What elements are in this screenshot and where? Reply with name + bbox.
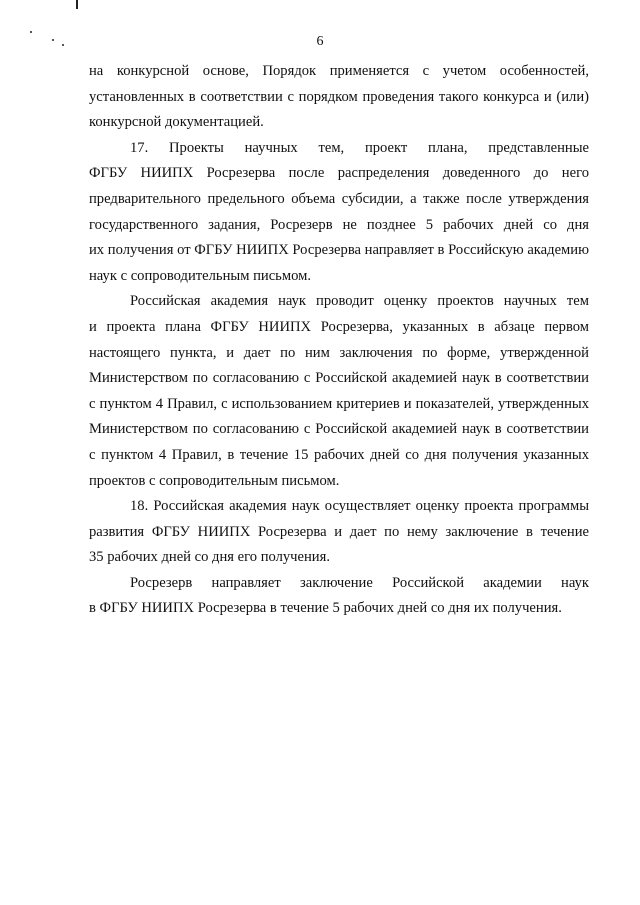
text-line: государственного задания, Росрезерв не позднее 5 рабочих дней со дня [89, 216, 589, 233]
text-line: ФГБУ НИИПХ Росрезерва после распределения доведенного до него [89, 165, 589, 182]
text-line: Министерством по согласованию с Российской академией наук в соответствии [89, 370, 589, 387]
text-line: установленных в соответствии с порядком проведения такого конкурса и (или) [89, 88, 589, 105]
text-line: проектов с сопроводительным письмом. [89, 472, 340, 489]
text-line: с пунктом 4 Правил, в течение 15 рабочих дней со дня получения указанных [89, 446, 589, 463]
scan-artifact [76, 0, 78, 9]
paragraph [89, 136, 589, 290]
page-number: 6 [316, 34, 324, 49]
text-line: 18. Российская академия наук осуществляет оценку проекта программы [130, 498, 589, 515]
text-line: Министерством по согласованию с Российской академией наук в соответствии [89, 421, 589, 438]
text-line: 17. Проекты научных тем, проект плана, представленные [130, 139, 589, 156]
paragraph [89, 571, 589, 622]
text-line: Российская академия наук проводит оценку проектов научных тем [130, 293, 589, 310]
scan-artifact [30, 31, 32, 33]
text-line: предварительного предельного объема субсидии, а также после утверждения [89, 190, 589, 207]
text-line: развития ФГБУ НИИПХ Росрезерва и дает по нему заключение в течение [89, 523, 589, 540]
paragraph [89, 59, 589, 136]
text-line: наук с сопроводительным письмом. [89, 267, 311, 284]
text-line: 35 рабочих дней со дня его получения. [89, 549, 330, 566]
paragraph [89, 494, 589, 571]
document-body [89, 59, 589, 622]
text-line: на конкурсной основе, Порядок применяется с учетом особенностей, [89, 63, 589, 79]
text-line: и проекта плана ФГБУ НИИПХ Росрезерва, указанных в абзаце первом [89, 318, 589, 335]
text-line: в ФГБУ НИИПХ Росрезерва в течение 5 рабочих дней со дня их получения. [89, 600, 562, 617]
paragraph [89, 289, 589, 494]
text-line: Росрезерв направляет заключение Российской академии наук [130, 574, 589, 591]
text-line: конкурсной документацией. [89, 114, 264, 131]
text-line: настоящего пункта, и дает по ним заключения по форме, утвержденной [89, 344, 589, 361]
text-line: их получения от ФГБУ НИИПХ Росрезерва направляет в Российскую академию [89, 242, 589, 259]
text-line: с пунктом 4 Правил, с использованием критериев и показателей, утвержденных [89, 395, 589, 412]
